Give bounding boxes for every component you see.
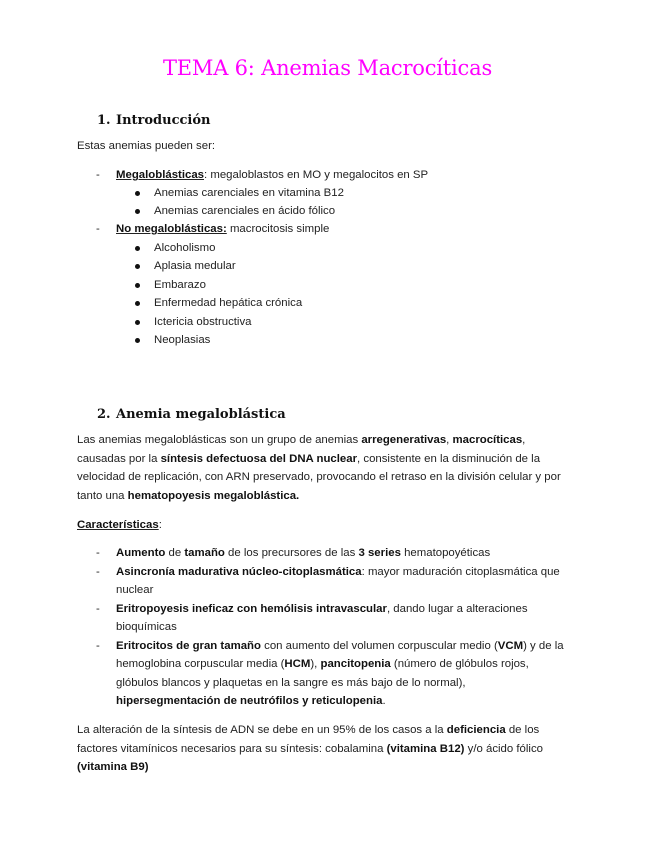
term-megaloblasticas: Megaloblásticas: [116, 169, 204, 181]
list-item: Enfermedad hepática crónica: [154, 297, 303, 309]
list-item: Anemias carenciales en ácido fólico: [154, 205, 336, 217]
paragraph-line: causadas por la síntesis defectuosa del DNA nuclear, consistente en la disminución de la: [77, 453, 541, 465]
list-item: Ictericia obstructiva: [154, 316, 252, 328]
list-item-no-megaloblasticas: No megaloblásticas: macrocitosis simple: [116, 223, 330, 235]
list-item: Anemias carenciales en vitamina B12: [154, 187, 344, 199]
list-item: Neoplasias: [154, 334, 211, 346]
dash-bullet: -: [96, 223, 100, 235]
bullet-dot-icon: [135, 209, 140, 214]
paragraph-line: tanto una hematopoyesis megaloblástica.: [77, 490, 300, 502]
bullet-dot-icon: [135, 283, 140, 288]
bullet-dot-icon: [135, 191, 140, 196]
bullet-dot-icon: [135, 338, 140, 343]
characteristic-item-cont: bioquímicas: [116, 621, 177, 633]
characteristic-item: Eritropoyesis ineficaz con hemólisis intravascular, dando lugar a alteraciones: [116, 603, 528, 615]
section-title: Introducción: [116, 113, 211, 128]
section-heading-introduccion: [97, 113, 211, 128]
characteristic-item: Aumento de tamaño de los precursores de las 3 series hematopoyéticas: [116, 547, 491, 559]
bullet-dot-icon: [135, 320, 140, 325]
characteristic-item-cont: hemoglobina corpuscular media (HCM), pancitopenia (número de glóbulos rojos,: [116, 658, 529, 670]
list-item: Embarazo: [154, 279, 206, 291]
section-title: Anemia megaloblástica: [116, 407, 286, 422]
characteristic-item-cont: glóbulos blancos y plaquetas en la sangre es más bajo de lo normal),: [116, 677, 466, 689]
term-no-megaloblasticas: No megaloblásticas:: [116, 223, 227, 235]
page-title: TEMA 6: Anemias Macrocíticas: [162, 56, 493, 80]
characteristic-item: Asincronía madurativa núcleo-citoplasmática: mayor maduración citoplasmática que: [116, 566, 560, 578]
dash-bullet: -: [96, 603, 100, 615]
paragraph-line: La alteración de la síntesis de ADN se debe en un 95% de los casos a la deficiencia de los: [77, 724, 540, 736]
paragraph-line: factores vitamínicos necesarios para su síntesis: cobalamina (vitamina B12) y/o ácido fólico: [77, 743, 543, 755]
section-number: 1.: [97, 113, 111, 128]
paragraph-line: (vitamina B9): [77, 761, 149, 773]
bullet-dot-icon: [135, 246, 140, 251]
intro-lead: Estas anemias pueden ser:: [77, 140, 216, 152]
list-item: Alcoholismo: [154, 242, 216, 254]
list-item-megaloblasticas: Megaloblásticas: megaloblastos en MO y megalocitos en SP: [116, 169, 429, 181]
section-number: 2.: [97, 407, 111, 422]
dash-bullet: -: [96, 640, 100, 652]
characteristic-item-cont: nuclear: [116, 584, 154, 596]
dash-bullet: -: [96, 547, 100, 559]
characteristics-label: Características:: [77, 519, 162, 531]
paragraph-line: Las anemias megaloblásticas son un grupo de anemias arregenerativas, macrocíticas,: [77, 434, 526, 446]
dash-bullet: -: [96, 566, 100, 578]
paragraph-line: velocidad de replicación, con ARN preservado, provocando el retraso en la división celular y por: [77, 471, 561, 483]
bullet-dot-icon: [135, 264, 140, 269]
list-item: Aplasia medular: [154, 260, 236, 272]
characteristic-item: Eritrocitos de gran tamaño con aumento del volumen corpuscular medio (VCM) y de la: [116, 640, 564, 652]
bullet-dot-icon: [135, 301, 140, 306]
section-heading-anemia-megaloblastica: [97, 407, 286, 422]
characteristic-item-cont: hipersegmentación de neutrófilos y reticulopenia.: [116, 695, 386, 707]
dash-bullet: -: [96, 169, 100, 181]
